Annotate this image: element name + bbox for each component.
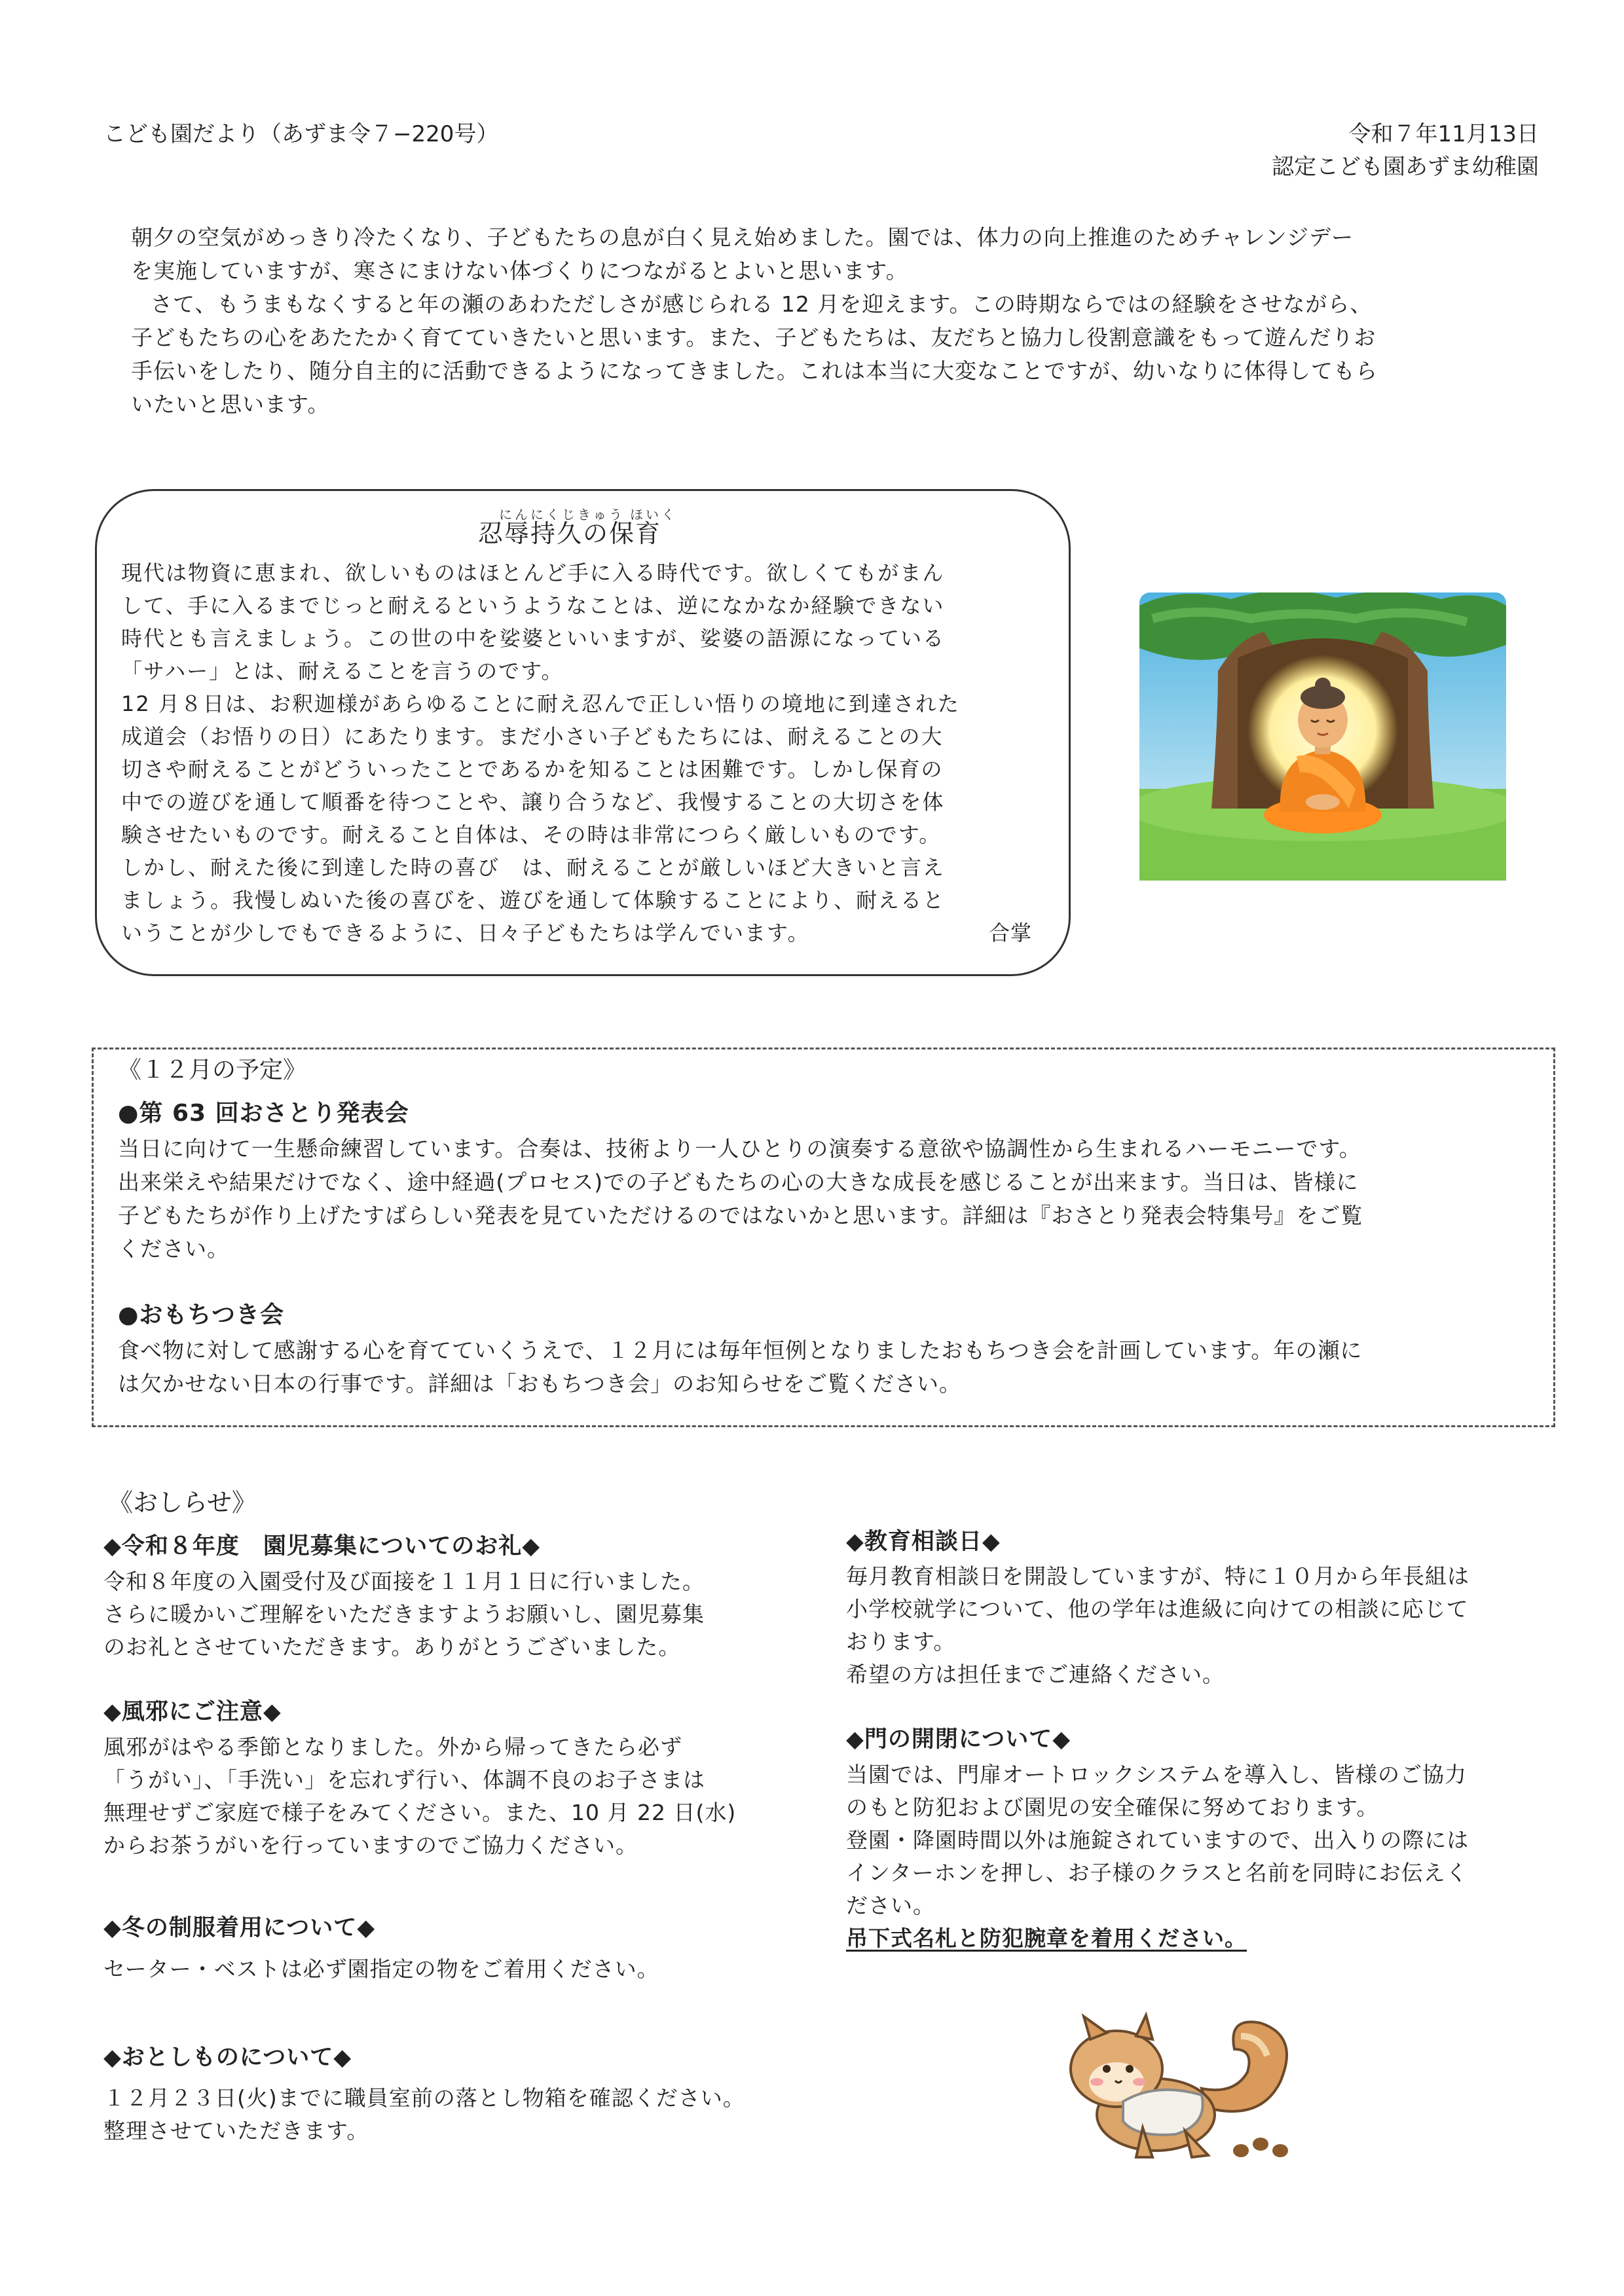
notice-line: からお茶うがいを行っていますのでご協力ください。: [103, 1832, 638, 1858]
schedule-line: ください。: [118, 1236, 229, 1262]
intro-line: 朝夕の空気がめっきり冷たくなり、子どもたちの息が白く見え始めました。園では、体力の向上推進のためチャレンジデー: [131, 225, 1354, 250]
intro-paragraph: [131, 221, 1378, 421]
notice-title: ◆令和８年度 園児募集についてのお礼◆: [103, 1533, 541, 1559]
schedule-line: 当日に向けて一生懸命練習しています。合奏は、技術より一人ひとりの演奏する意欲や協調性から生まれるハーモニーです。: [118, 1136, 1361, 1161]
column-title: 忍辱持久の保育: [478, 519, 662, 548]
notice-line: インターホンを押し、お子様のクラスと名前を同時にお伝えく: [846, 1860, 1468, 1886]
column-body: [121, 556, 960, 949]
notice-line: 当園では、門扉オートロックシステムを導入し、皆様のご協力: [846, 1762, 1467, 1787]
notice-line: 無理せずご家庭で様子をみてください。また、10 月 22 日(水): [103, 1800, 737, 1825]
column-line: いうことが少しでもできるように、日々子どもたちは学んでいます。: [121, 920, 810, 945]
schedule-heading: 《１２月の予定》: [118, 1057, 307, 1084]
schedule-line: 出来栄えや結果だけでなく、途中経過(プロセス)での子どもたちの心の大きな成長を感じることが出来ます。当日は、皆様に: [118, 1169, 1359, 1195]
notice-line: ださい。: [846, 1893, 935, 1918]
notice-title: ◆門の開閉について◆: [846, 1726, 1071, 1753]
notice-line: さらに暖かいご理解をいただきますようお願いし、園児募集: [103, 1601, 705, 1627]
column-line: 「サハー」とは、耐えることを言うのです。: [121, 659, 564, 683]
notice-line: 風邪がはやる季節となりました。外から帰ってきたら必ず: [103, 1734, 682, 1760]
notice-line: 登園・降園時間以外は施錠されていますので、出入りの際には: [846, 1827, 1469, 1853]
column-line: 12 月８日は、お釈迦様があらゆることに耐え忍んで正しい悟りの境地に到達された: [121, 691, 960, 716]
schedule-item-body: [118, 1334, 1362, 1400]
intro-line: 子どもたちの心をあたたかく育てていきたいと思います。また、子どもたちは、友だちと協力し役割意識をもって遊んだりお: [131, 325, 1376, 350]
notice-body: [103, 1952, 659, 1986]
intro-line: を実施していますが、寒さにまけない体づくりにつながるとよいと思います。: [131, 258, 908, 283]
column-line: ましょう。我慢しぬいた後の喜びを、遊びを通して体験することにより、耐えると: [121, 888, 946, 913]
column-line: 切さや耐えることがどういったことであるかを知ることは困難です。しかし保育の: [121, 757, 944, 782]
notice-line: 整理させていただきます。: [103, 2118, 369, 2143]
notice-line: のもと防犯および園児の安全確保に努めております。: [846, 1795, 1379, 1820]
notice-line: 「うがい」、「手洗い」を忘れず行い、体調不良のお子さまは: [103, 1767, 705, 1793]
column-line: して、手に入るまでじっと耐えるというようなことは、逆になかなか経験できない: [121, 593, 945, 618]
column-line: 時代とも言えましょう。この世の中を娑婆といいますが、娑婆の語源になっている: [121, 626, 946, 651]
school-name: 認定こども園あずま幼稚園: [1272, 154, 1539, 180]
column-line: 験させたいものです。耐えること自体は、その時は非常につらく厳しいものです。: [121, 822, 942, 847]
schedule-line: は欠かせない日本の行事です。詳細は「おもちつき会」のお知らせをご覧ください。: [118, 1371, 962, 1396]
newsletter-title: こども園だより（あずま令７−220号）: [103, 121, 499, 147]
column-closing: 合掌: [989, 920, 1033, 945]
ruby-reading-1: にんにくじきゅう: [499, 507, 625, 522]
notice-line: のお礼とさせていただきます。ありがとうございました。: [103, 1634, 681, 1660]
notice-line: おります。: [846, 1629, 956, 1654]
ruby-reading-2: ほいく: [630, 507, 677, 522]
notice-title: ◆おとしものについて◆: [103, 2045, 352, 2071]
notice-body: [846, 1758, 1469, 1955]
issue-date: 令和７年11月13日: [1348, 121, 1539, 147]
schedule-item-title: ●おもちつき会: [118, 1302, 285, 1328]
intro-line: 手伝いをしたり、随分自主的に活動できるようになってきました。これは本当に大変なことですが、幼いなりに体得してもら: [131, 358, 1378, 384]
schedule-line: 食べ物に対して感謝する心を育てていくうえで、１２月には毎年恒例となりましたおもちつき会を計画しています。年の瀬に: [118, 1338, 1363, 1363]
notice-title: ◆教育相談日◆: [846, 1529, 1001, 1555]
notice-body: [103, 1565, 705, 1664]
schedule-item-title: ●第 63 回おさとり発表会: [118, 1100, 409, 1127]
notice-line: 希望の方は担任までご連絡ください。: [846, 1662, 1225, 1687]
notice-body: [103, 2082, 745, 2147]
intro-line: いたいと思います。: [131, 392, 330, 417]
notice-line: 小学校就学について、他の学年は進級に向けての相談に応じて: [846, 1596, 1469, 1622]
notice-title: ◆冬の制服着用について◆: [103, 1915, 376, 1941]
buddha-illustration: [1139, 592, 1506, 881]
schedule-line: 子どもたちが作り上げたすばらしい発表を見ていただけるのではないかと思います。詳細は『おさとり発表会特集号』をご覧: [118, 1203, 1363, 1228]
schedule-item-body: [118, 1132, 1363, 1266]
notice-line: セーター・ベストは必ず園指定の物をご着用ください。: [103, 1956, 659, 1982]
notice-line: 毎月教育相談日を開設していますが、特に１０月から年長組は: [846, 1563, 1469, 1589]
notice-line: 令和８年度の入園受付及び面接を１１月１日に行いました。: [103, 1569, 705, 1594]
notice-body: [103, 1731, 736, 1862]
squirrel-illustration: [1044, 2010, 1320, 2167]
notice-emphasis: 吊下式名札と防犯腕章を着用ください。: [846, 1925, 1247, 1951]
column-line: 成道会（お悟りの日）にあたります。まだ小さい子どもたちには、耐えることの大: [121, 724, 944, 749]
notice-line: １２月２３日(火)までに職員室前の落とし物箱を確認ください。: [103, 2085, 745, 2111]
buddha-under-tree-icon: [1139, 592, 1506, 881]
column-line: 現代は物資に恵まれ、欲しいものはほとんど手に入る時代です。欲しくてもがまん: [121, 560, 945, 585]
column-line: 中での遊びを通して順番を待つことや、譲り合うなど、我慢することの大切さを体: [121, 790, 945, 814]
column-line: しかし、耐えた後に到達した時の喜び は、耐えることが厳しいほど大きいと言え: [121, 855, 946, 880]
notice-title: ◆風邪にご注意◆: [103, 1699, 282, 1725]
intro-line: さて、もうまもなくすると年の瀬のあわただしさが感じられる 12 月を迎えます。この時期ならではの経験をさせながら、: [151, 291, 1373, 317]
squirrel-carrying-acorns-icon: [1044, 2010, 1320, 2167]
notices-heading: 《おしらせ》: [108, 1488, 257, 1517]
notice-body: [846, 1560, 1469, 1691]
